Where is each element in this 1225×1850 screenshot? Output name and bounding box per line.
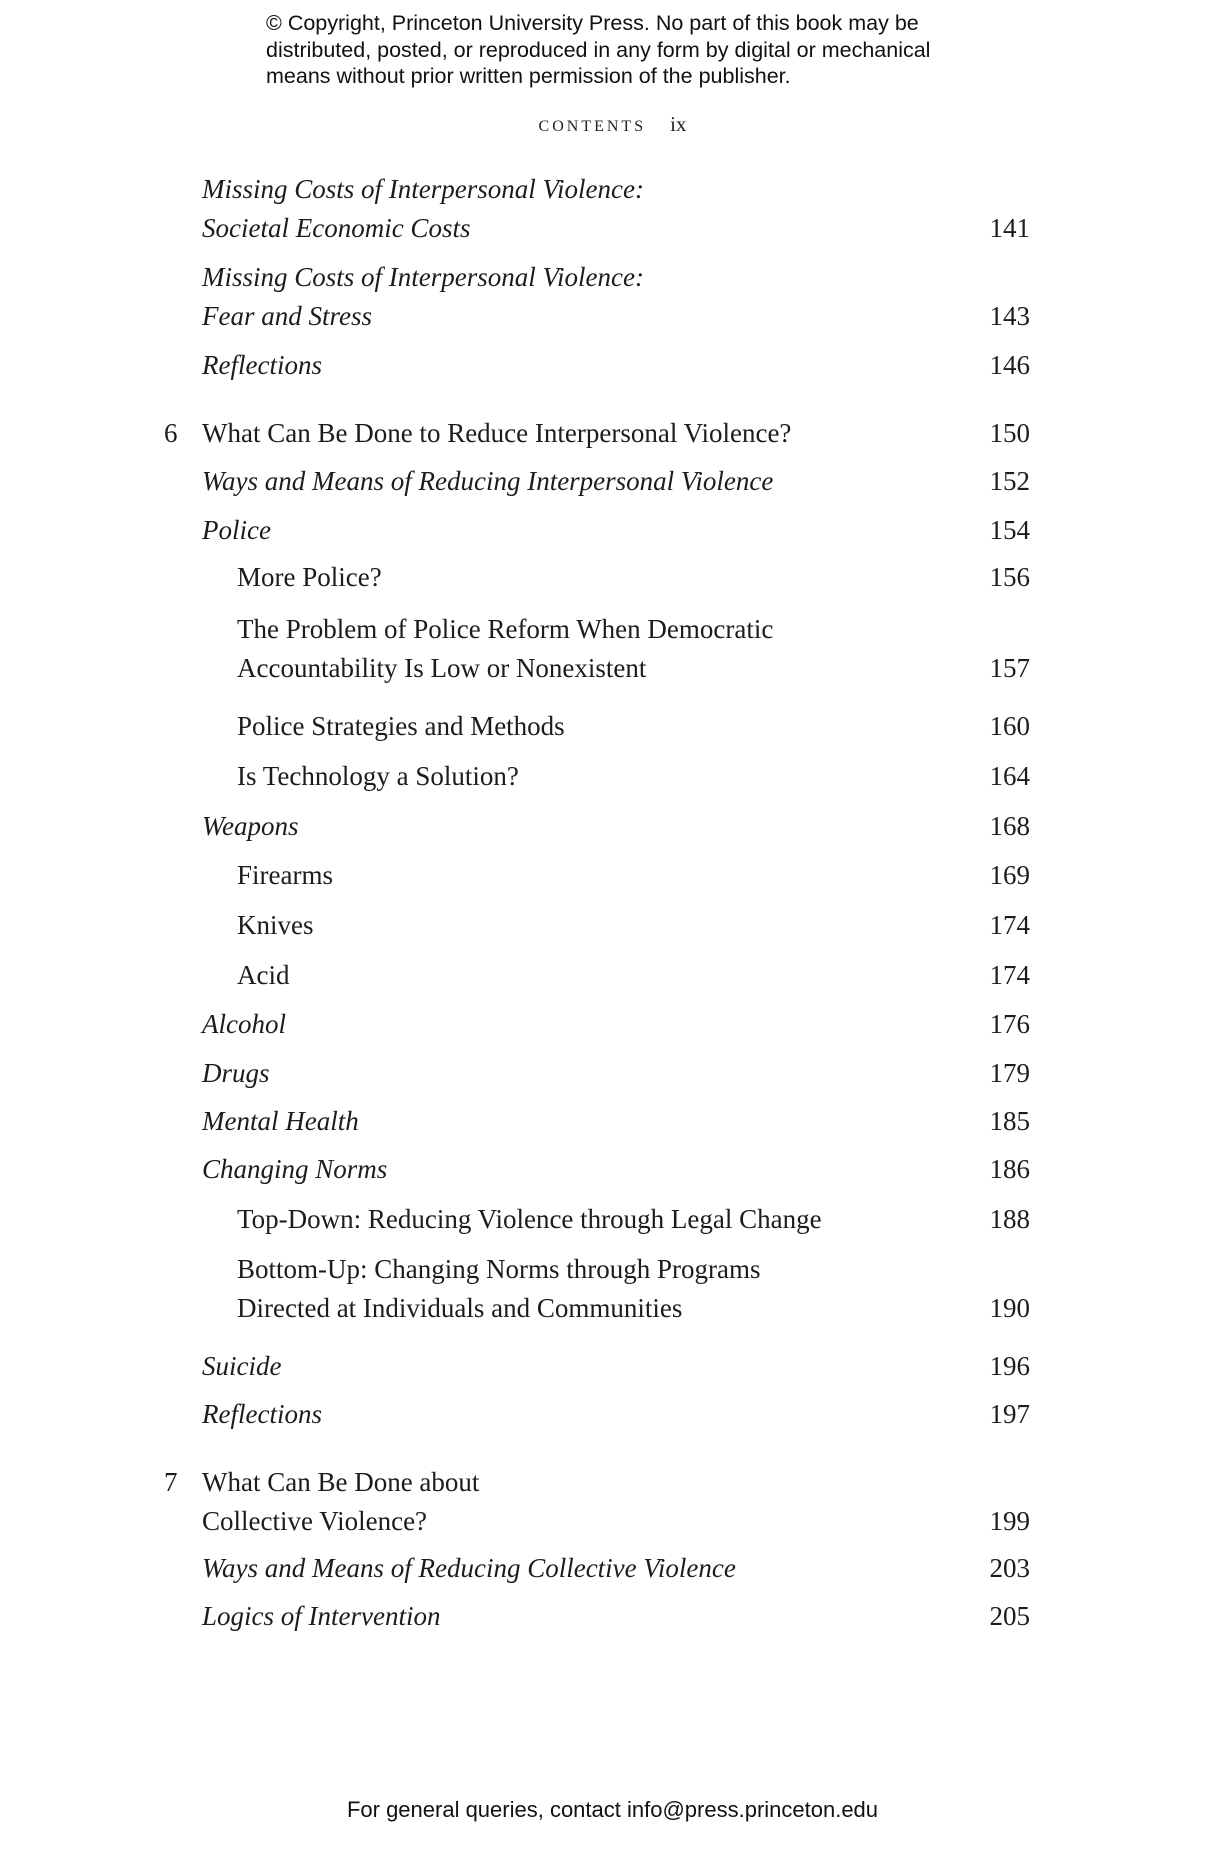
toc-page-number: 152 [989,466,1030,496]
toc-page-number: 164 [989,761,1030,791]
toc-page-number: 174 [989,910,1030,940]
toc-entry-title [237,558,382,597]
toc-entry [0,1463,1225,1541]
toc-entry [0,956,1225,995]
toc-entry-title [202,1150,387,1189]
toc-page-number: 185 [989,1106,1030,1136]
toc-entry-title-line: Logics of Intervention [202,1601,441,1631]
toc-entry [0,610,1225,688]
toc-entry-title [202,1005,286,1044]
toc-entry-title [237,1250,760,1328]
toc-entry [0,414,1225,453]
toc-entry-title-line: Fear and Stress [202,301,372,331]
toc-entry [0,1054,1225,1093]
toc-entry-title [202,346,322,385]
toc-entry-title-line: Reflections [202,1399,322,1429]
toc-entry-title-line: Mental Health [202,1106,359,1136]
toc-entry-title-line: More Police? [237,562,382,592]
toc-entry-title [237,707,565,746]
toc-page-number: 169 [989,860,1030,890]
toc-entry-title-line: What Can Be Done to Reduce Interpersonal Violence? [202,418,792,448]
toc-entry [0,1395,1225,1434]
toc-entry-title-line: Missing Costs of Interpersonal Violence: [202,262,644,292]
toc-entry [0,807,1225,846]
toc-entry-title [202,807,299,846]
toc-entry [0,558,1225,597]
toc-entry [0,1200,1225,1239]
toc-entry-title-line: Missing Costs of Interpersonal Violence: [202,174,644,204]
toc-entry-title [202,170,644,248]
toc-entry [0,1005,1225,1044]
toc-entry [0,170,1225,248]
toc-entry [0,258,1225,336]
toc-page-number: 190 [989,1293,1030,1323]
copyright-line-3: means without prior written permission of the publisher. [266,64,791,88]
toc-page-number: 203 [989,1553,1030,1583]
toc-entry [0,1150,1225,1189]
toc-entry-title-line: Collective Violence? [202,1506,428,1536]
toc-entry [0,856,1225,895]
toc-entry-title-line: What Can Be Done about [202,1467,480,1497]
toc-page-number: 143 [989,301,1030,331]
chapter-number: 6 [164,418,178,448]
toc-page-number: 150 [989,418,1030,448]
toc-entry-title [202,462,773,501]
running-head-page-number: ix [670,112,687,136]
toc-entry-title-line: Knives [237,910,314,940]
toc-page-number: 188 [989,1204,1030,1234]
chapter-number: 7 [164,1467,178,1497]
toc-entry-title-line: Reflections [202,350,322,380]
toc-entry-title-line: Top-Down: Reducing Violence through Legal Change [237,1204,822,1234]
toc-entry [0,346,1225,385]
toc-page-number: 205 [989,1601,1030,1631]
toc-entry-title [202,414,791,453]
toc-entry-title-line: Ways and Means of Reducing Collective Violence [202,1553,736,1583]
toc-entry-title [202,258,644,336]
toc-entry-title-line: Ways and Means of Reducing Interpersonal Violence [202,466,774,496]
toc-entry-title [237,757,519,796]
toc-entry [0,906,1225,945]
toc-page-number: 196 [989,1351,1030,1381]
toc-entry-title [237,906,314,945]
toc-entry-title-line: Police Strategies and Methods [237,711,565,741]
copyright-line-2: distributed, posted, or reproduced in any form by digital or mechanical [266,37,931,62]
toc-page-number: 156 [989,562,1030,592]
toc-entry-title-line: Police [202,515,271,545]
toc-entry-title-line: Firearms [237,860,333,890]
toc-page-number: 186 [989,1154,1030,1184]
toc-page-number: 176 [989,1009,1030,1039]
toc-entry-title-line: Bottom-Up: Changing Norms through Programs [237,1254,761,1284]
toc-entry-title-line: Changing Norms [202,1154,388,1184]
copyright-notice [266,10,986,90]
toc-entry [0,462,1225,501]
toc-page-number: 197 [989,1399,1030,1429]
toc-page-number: 174 [989,960,1030,990]
toc-entry [0,1347,1225,1386]
running-head-label: CONTENTS [538,118,647,135]
toc-entry-title-line: Weapons [202,811,299,841]
toc-entry [0,757,1225,796]
toc-entry-title-line: Is Technology a Solution? [237,761,519,791]
toc-entry-title [202,1549,736,1588]
toc-entry-title [202,1347,281,1386]
toc-entry-title [202,1395,322,1434]
toc-entry-title [202,1102,359,1141]
toc-entry [0,1597,1225,1636]
toc-page-number: 179 [989,1058,1030,1088]
toc-page-number: 157 [989,653,1030,683]
toc-entry-title [237,610,773,688]
toc-entry-title-line: Suicide [202,1351,282,1381]
toc-entry [0,707,1225,746]
footer-contact: For general queries, contact info@press.princeton.edu [346,1797,879,1822]
toc-page-number: 199 [989,1506,1030,1536]
toc-entry-title [237,956,289,995]
toc-page-number: 146 [989,350,1030,380]
toc-entry [0,511,1225,550]
running-head [0,112,1225,137]
toc-entry-title [202,511,271,550]
toc-entry-title-line: Directed at Individuals and Communities [237,1293,683,1323]
toc-entry-title [237,1200,822,1239]
toc-page-number: 154 [989,515,1030,545]
toc-entry-title-line: Societal Economic Costs [202,213,471,243]
toc-entry [0,1102,1225,1141]
toc-entry-title [237,856,333,895]
copyright-line-1: © Copyright, Princeton University Press. No part of this book may be [266,11,919,35]
toc-page-number: 168 [989,811,1030,841]
toc-entry-title [202,1054,270,1093]
toc-entry [0,1549,1225,1588]
toc-entry-title-line: The Problem of Police Reform When Democratic [237,614,774,644]
toc-entry-title [202,1463,479,1541]
toc-entry-title-line: Drugs [202,1058,270,1088]
toc-entry-title-line: Accountability Is Low or Nonexistent [237,653,647,683]
toc-page-number: 160 [989,711,1030,741]
toc-entry-title [202,1597,440,1636]
toc-entry-title-line: Alcohol [202,1009,286,1039]
toc-entry-title-line: Acid [237,960,290,990]
toc-entry [0,1250,1225,1328]
toc-page-number: 141 [989,213,1030,243]
